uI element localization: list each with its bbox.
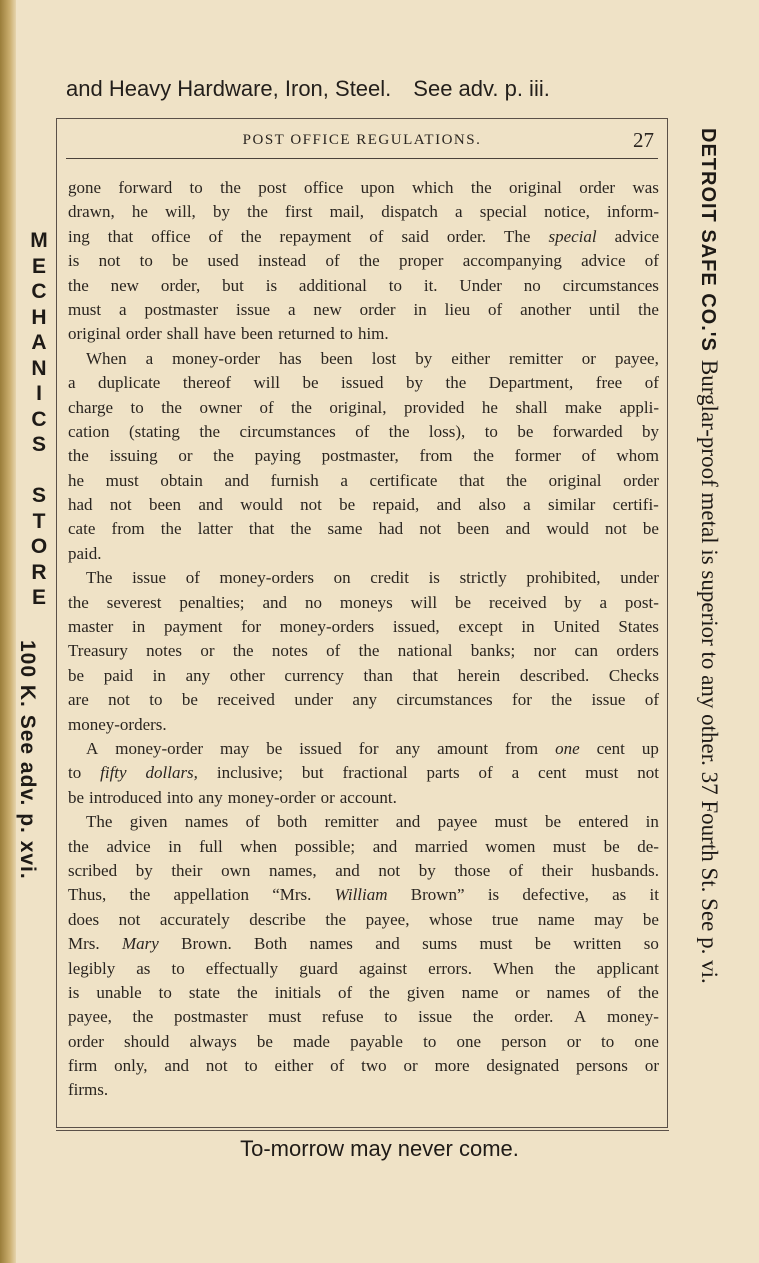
text-line: the advice in full when possible; and married women must be de- <box>68 836 659 856</box>
right-margin-advertisement <box>696 128 722 984</box>
text-line: charge to the owner of the original, provided he shall make appli- <box>68 397 659 417</box>
text-line: A money-order may be issued for any amount from one cent up <box>86 738 659 758</box>
text-line: be introduced into any money-order or account. <box>68 787 397 807</box>
left-ad-letter: E <box>31 586 46 609</box>
text-line: the new order, but is additional to it. Under no circumstances <box>68 275 659 295</box>
left-ad-vertical <box>27 228 51 611</box>
text-line: gone forward to the post office upon which the original order was <box>68 178 659 197</box>
text-line: firm only, and not to either of two or more designated persons or <box>68 1056 659 1076</box>
left-ad-letter: A <box>31 331 47 354</box>
text-line: he must obtain and furnish a certificate that the original order <box>68 470 659 490</box>
bottom-advertisement: To-morrow may never come. <box>240 1136 519 1161</box>
left-ad-letter: T <box>32 509 46 533</box>
left-ad-letter: H <box>31 305 47 329</box>
text-line: Treasury notes or the notes of the national banks; nor can orders <box>68 641 659 661</box>
text-line: be paid in any other currency than that herein described. Checks <box>68 665 659 685</box>
text-line: money-orders. <box>68 714 167 734</box>
text-line: master in payment for money-orders issued, except in United States <box>68 617 659 637</box>
text-line: The issue of money-orders on credit is strictly prohibited, under <box>86 568 659 588</box>
left-ad-rotated-text: 100 K. See adv. p. xvi. <box>16 640 39 880</box>
text-line: is unable to state the initials of the given name or names of the <box>68 982 659 1002</box>
text-line: When a money-order has been lost by either remitter or payee, <box>86 348 659 368</box>
left-ad-letter: C <box>31 280 47 303</box>
page-binding-edge <box>0 0 16 1263</box>
text-line: the severest penalties; and no moneys will be received by a post- <box>68 592 659 612</box>
text-line: Mrs. Mary Brown. Both names and sums must be written so <box>68 934 659 954</box>
text-line: Thus, the appellation “Mrs. William Brown” is defective, as it <box>68 885 659 905</box>
text-line: cate from the latter that the same had not been and would not be <box>68 519 659 539</box>
top-ad-see-reference: See adv. p. iii. <box>413 76 550 101</box>
text-line: payee, the postmaster must refuse to issue the order. A money- <box>68 1007 659 1027</box>
text-line: legibly as to effectually guard against errors. When the applicant <box>68 958 659 978</box>
text-line: are not to be received under any circumstances for the issue of <box>68 690 659 710</box>
left-ad-letter: E <box>31 254 46 278</box>
text-line: had not been and would not be repaid, and also a similar certifi- <box>68 495 659 515</box>
left-ad-letter: S <box>31 484 46 507</box>
text-line: scribed by their own names, and not by those of their husbands. <box>68 860 659 880</box>
text-line: is not to be used instead of the proper accompanying advice of <box>68 251 659 271</box>
text-line: does not accurately describe the payee, whose true name may be <box>68 909 659 929</box>
text-line: paid. <box>68 543 102 563</box>
text-line: order should always be made payable to one person or to one <box>68 1031 659 1051</box>
left-ad-letter: S <box>31 433 46 456</box>
left-ad-letter: C <box>31 407 47 431</box>
body-text <box>68 176 659 1103</box>
left-ad-letter: N <box>31 356 47 380</box>
top-advertisement <box>66 76 666 102</box>
left-ad-letter: O <box>30 535 48 558</box>
text-line: must a postmaster issue a new order in lieu of another until the <box>68 299 659 319</box>
text-line: original order shall have been returned to him. <box>68 324 389 344</box>
running-head-title: POST OFFICE REGULATIONS. <box>242 132 482 148</box>
text-line: the issuing or the paying postmaster, from the former of whom <box>68 446 659 466</box>
left-ad-letter: I <box>36 382 42 405</box>
left-ad-letter: R <box>31 560 47 584</box>
text-line: firms. <box>68 1080 109 1100</box>
right-ad-brand: DETROIT SAFE CO.'S <box>697 128 719 352</box>
text-line: The given names of both remitter and payee must be entered in <box>86 812 659 832</box>
left-ad-letter <box>27 458 51 484</box>
text-line: cation (stating the circumstances of the loss), to be forwarded by <box>68 421 659 441</box>
top-ad-text: and Heavy Hardware, Iron, Steel. <box>66 76 392 101</box>
page-frame-rule <box>56 1130 669 1131</box>
text-line: drawn, he will, by the first mail, dispatch a special notice, inform- <box>68 202 659 222</box>
page-number: 27 <box>633 128 654 152</box>
text-line: to fifty dollars, inclusive; but fractional parts of a cent must not <box>68 763 659 783</box>
left-margin-advertisement <box>16 228 51 880</box>
right-ad-text: Burglar-proof metal is superior to any other. 37 Fourth St. See p. vi. <box>697 359 722 984</box>
text-line: ing that office of the repayment of said order. The special advice <box>68 226 659 246</box>
left-ad-letter: M <box>30 229 48 252</box>
text-line: a duplicate thereof will be issued by the Department, free of <box>68 373 659 393</box>
running-head <box>66 128 658 159</box>
